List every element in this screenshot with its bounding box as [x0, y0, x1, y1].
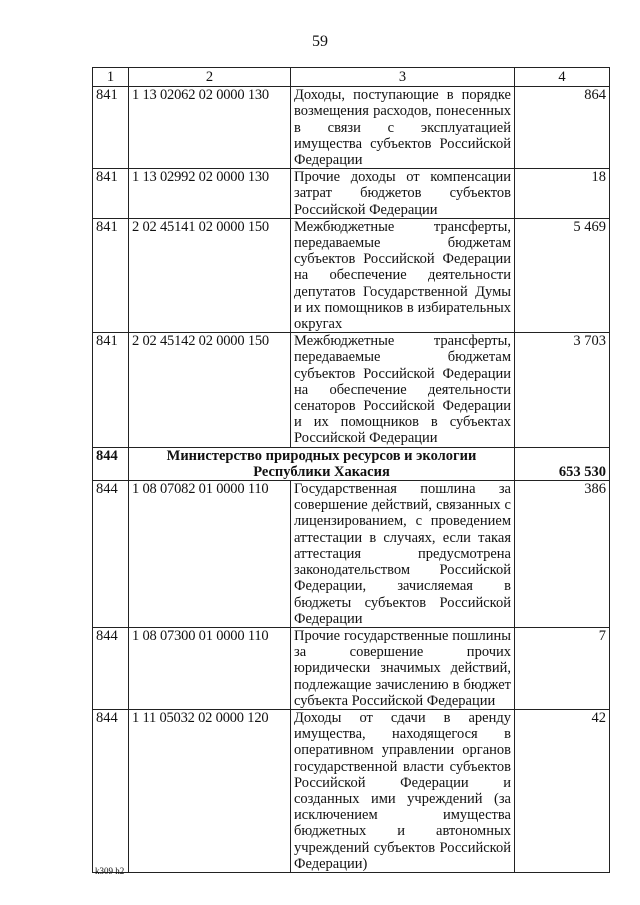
column-header-description: 3	[291, 68, 515, 87]
admin-code-cell: 841	[93, 333, 129, 447]
budget-code-cell: 2 02 45141 02 0000 150	[129, 218, 291, 332]
amount-cell: 5 469	[515, 218, 610, 332]
table-row	[93, 333, 610, 447]
description-cell: Доходы от сдачи в аренду имущества, находящегося в оперативном управлении органов государственной власти субъектов Российской Федерации и созданных ими учреждений (за исключением имущества бюджетных и автономных учреждений субъектов Российской Федерации)	[291, 709, 515, 872]
budget-table	[92, 67, 610, 873]
admin-code-cell: 844	[93, 627, 129, 709]
budget-code-cell: 2 02 45142 02 0000 150	[129, 333, 291, 447]
section-header-row	[93, 447, 610, 480]
description-cell: Межбюджетные трансферты, передаваемые бюджетам субъектов Российской Федерации на обеспечение деятельности депутатов Государственной Думы и их помощников в избирательных округах	[291, 218, 515, 332]
table-header-row	[93, 68, 610, 87]
amount-cell: 7	[515, 627, 610, 709]
amount-cell: 386	[515, 481, 610, 628]
amount-cell: 18	[515, 169, 610, 219]
budget-code-cell: 1 08 07300 01 0000 110	[129, 627, 291, 709]
table-row	[93, 218, 610, 332]
column-header-code: 2	[129, 68, 291, 87]
budget-code-cell: 1 11 05032 02 0000 120	[129, 709, 291, 872]
admin-code-cell: 844	[93, 709, 129, 872]
table-row	[93, 169, 610, 219]
amount-cell: 3 703	[515, 333, 610, 447]
budget-code-cell: 1 13 02062 02 0000 130	[129, 87, 291, 169]
page-number: 59	[312, 33, 328, 50]
column-header-amount: 4	[515, 68, 610, 87]
table-row	[93, 709, 610, 872]
column-header-admin: 1	[93, 68, 129, 87]
description-cell: Государственная пошлина за совершение действий, связанных с лицензированием, с проведением аттестации в случаях, если такая аттестация предусмотрена законодательством Российской Федерации, зачисляемая в бюджеты субъектов Российской Федерации	[291, 481, 515, 628]
budget-code-cell: 1 13 02992 02 0000 130	[129, 169, 291, 219]
description-cell: Прочие государственные пошлины за совершение прочих юридически значимых действий, подлежащие зачислению в бюджет субъекта Российской Федерации	[291, 627, 515, 709]
budget-code-cell: 1 08 07082 01 0000 110	[129, 481, 291, 628]
admin-code-cell: 844	[93, 481, 129, 628]
section-admin-code: 844	[93, 447, 129, 480]
amount-cell: 42	[515, 709, 610, 872]
table-row	[93, 627, 610, 709]
description-cell: Доходы, поступающие в порядке возмещения расходов, понесенных в связи с эксплуатацией имущества субъектов Российской Федерации	[291, 87, 515, 169]
description-cell: Межбюджетные трансферты, передаваемые бюджетам субъектов Российской Федерации на обеспечение деятельности сенаторов Российской Федерации и их помощников в субъектах Российской Федерации	[291, 333, 515, 447]
footer-document-code: k309 h2	[95, 866, 125, 876]
amount-cell: 864	[515, 87, 610, 169]
description-cell: Прочие доходы от компенсации затрат бюджетов субъектов Российской Федерации	[291, 169, 515, 219]
section-total-amount: 653 530	[515, 447, 610, 480]
table-row	[93, 87, 610, 169]
admin-code-cell: 841	[93, 87, 129, 169]
section-title: Министерство природных ресурсов и экологии Республики Хакасия	[129, 447, 515, 480]
admin-code-cell: 841	[93, 169, 129, 219]
table-row	[93, 481, 610, 628]
admin-code-cell: 841	[93, 218, 129, 332]
